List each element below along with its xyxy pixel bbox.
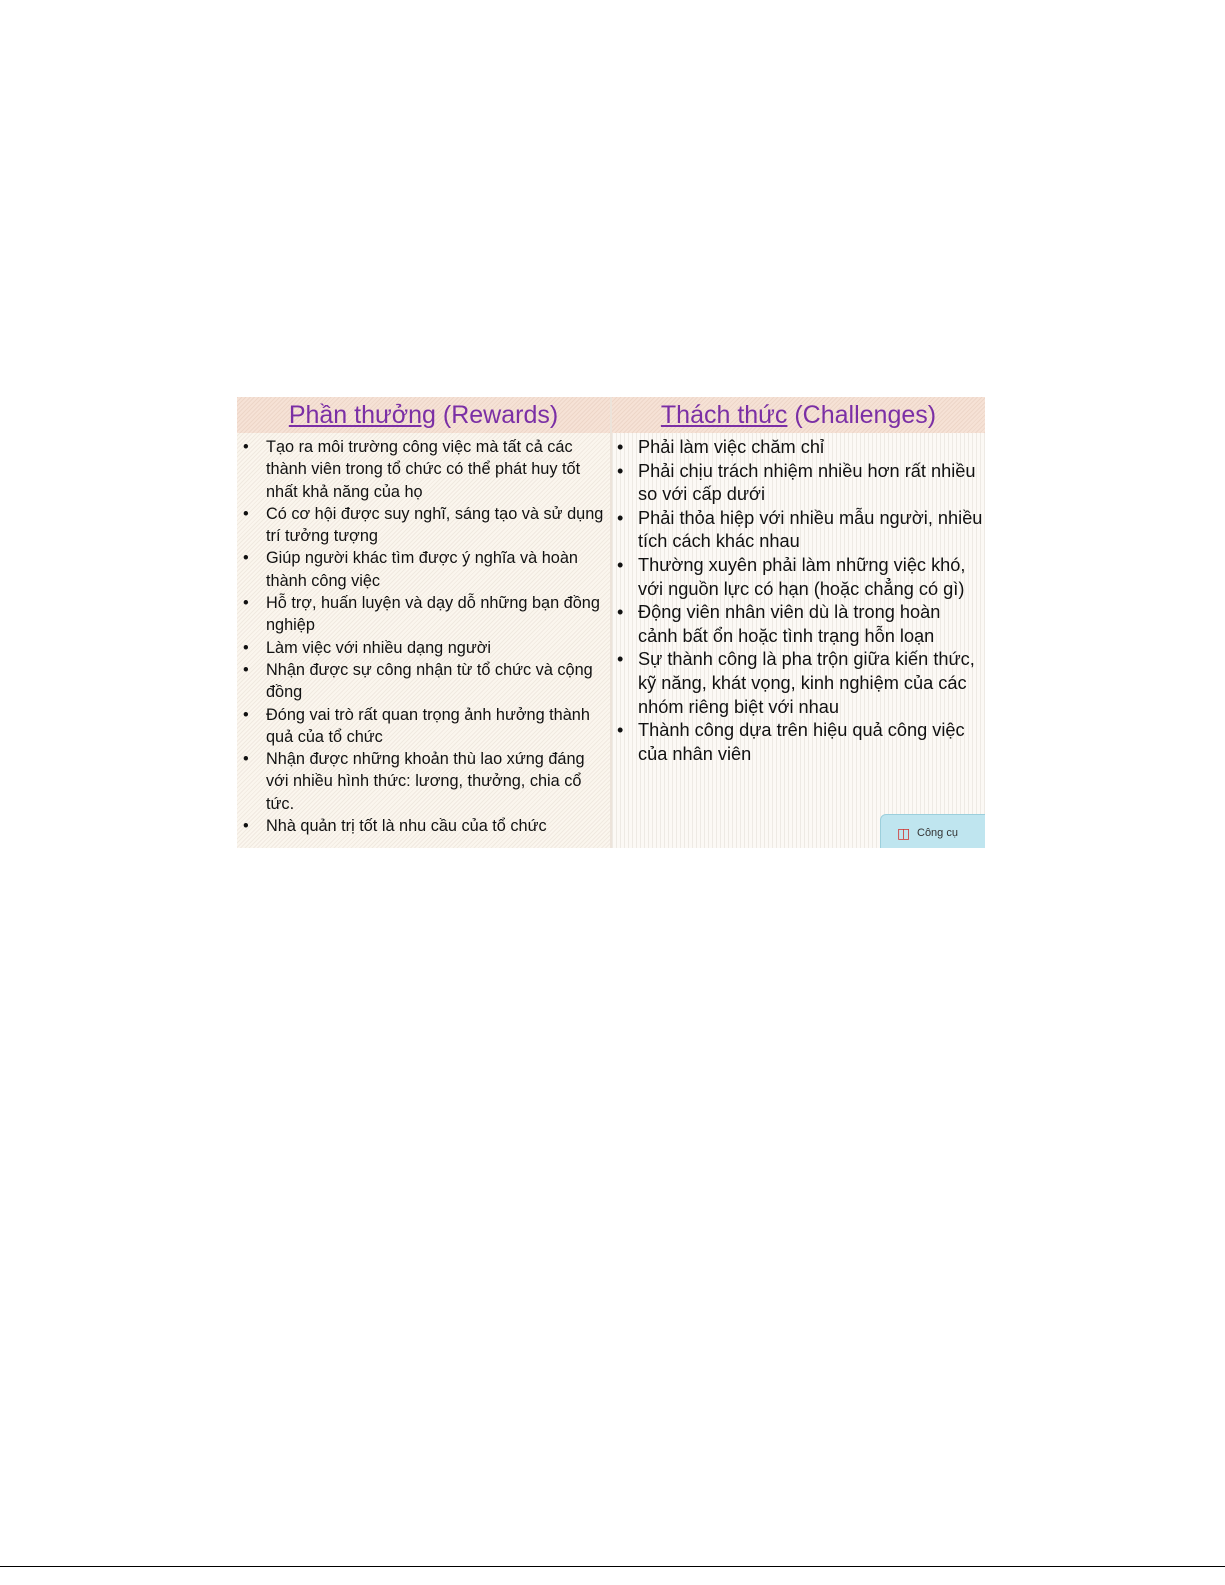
clipboard-icon: ◫ [897, 825, 911, 841]
challenges-list [617, 436, 983, 766]
rewards-header [237, 397, 610, 433]
rewards-title-sub: (Rewards) [435, 401, 559, 429]
list-item: • Đóng vai trò rất quan trọng ảnh hưởng thành quả của tổ chức [243, 705, 590, 746]
bullet-icon: • [243, 660, 249, 679]
bullet-icon: • [617, 460, 624, 481]
list-item: • Thành công dựa trên hiệu quả công việc của nhân viên [617, 720, 965, 764]
bullet-icon: • [243, 817, 249, 836]
challenges-column [612, 397, 985, 848]
bullet-icon: • [243, 438, 249, 456]
bullet-icon: • [243, 549, 249, 568]
rewards-title [289, 399, 558, 431]
challenges-title [661, 399, 936, 431]
rewards-list [243, 436, 605, 837]
popup-label: Công cụ [917, 827, 958, 839]
rewards-column [237, 397, 610, 848]
bullet-icon: • [617, 437, 624, 457]
list-item: • Làm việc với nhiều dạng người [243, 637, 605, 659]
list-item: • Nhận được sự công nhận từ tổ chức và cộng đồng [243, 660, 593, 702]
bullet-icon: • [243, 705, 249, 724]
rewards-title-main: Phần thưởng [288, 401, 436, 429]
list-item: • Nhà quản trị tốt là nhu cầu của tổ chức [243, 815, 605, 837]
list-item: • Phải thỏa hiệp với nhiều mẫu người, nhiều tích cách khác nhau [617, 507, 983, 552]
bullet-icon: • [617, 720, 624, 741]
list-item: • Tạo ra môi trường công việc mà tất cả các thành viên trong tổ chức có thể phát huy tốt nhất khả năng của họ [243, 438, 581, 501]
bullet-icon: • [243, 594, 249, 613]
list-item: • Có cơ hội được suy nghĩ, sáng tạo và sử dụng trí tưởng tượng [243, 504, 604, 546]
bullet-icon: • [617, 649, 624, 670]
challenges-header [612, 397, 985, 433]
list-item: • Động viên nhân viên dù là trong hoàn cảnh bất ổn hoặc tình trạng hỗn loạn [617, 602, 941, 646]
bullet-icon: • [617, 602, 624, 623]
list-item: • Thường xuyên phải làm những việc khó, với nguồn lực có hạn (hoặc chẳng có gì) [617, 554, 966, 599]
bullet-icon: • [243, 750, 249, 769]
tools-popup[interactable] [880, 814, 985, 848]
rewards-challenges-slide [237, 397, 985, 848]
list-item: • Hỗ trợ, huấn luyện và dạy dỗ những bạn đồng nghiệp [243, 594, 600, 635]
list-item: • Giúp người khác tìm được ý nghĩa và hoàn thành công việc [243, 549, 578, 590]
bullet-icon: • [617, 507, 624, 528]
challenges-title-main: Thách thức [660, 401, 788, 429]
list-item: • Nhận được những khoản thù lao xứng đáng với nhiều hình thức: lương, thưởng, chia cổ tức. [243, 750, 585, 813]
challenges-title-sub: (Challenges) [787, 401, 937, 429]
page-bottom-rule [0, 1566, 1225, 1567]
bullet-icon: • [243, 638, 249, 657]
list-item: • Phải làm việc chăm chỉ [617, 436, 983, 460]
bullet-icon: • [243, 504, 249, 523]
list-item: • Phải chịu trách nhiệm nhiều hơn rất nhiều so với cấp dưới [617, 460, 976, 505]
list-item: • Sự thành công là pha trộn giữa kiến thức, kỹ năng, khát vọng, kinh nghiệm của các nhóm riêng biệt với nhau [617, 649, 975, 717]
bullet-icon: • [617, 554, 624, 575]
